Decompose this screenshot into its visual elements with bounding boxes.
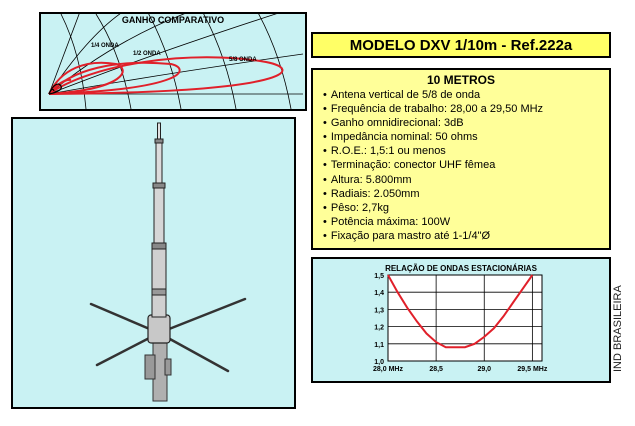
swr-x-tick-label: 28,5: [429, 366, 443, 373]
spec-item: • Antena vertical de 5/8 de onda: [323, 88, 599, 102]
gain-comparison-diagram: [41, 14, 305, 109]
swr-y-tick-label: 1,0: [374, 359, 384, 366]
swr-y-tick-label: 1,1: [374, 341, 384, 349]
gain-chart-title: GANHO COMPARATIVO: [121, 15, 225, 25]
swr-y-tick-label: 1,5: [374, 273, 384, 280]
spec-item: • Pêso: 2,7kg: [323, 201, 599, 215]
antenna-element: [152, 123, 166, 317]
spec-item: • Fixação para mastro até 1-1/4"Ø: [323, 229, 599, 243]
swr-x-tick-label: 29,0: [477, 366, 492, 373]
spec-item: • Impedância nominal: 50 ohms: [323, 130, 599, 144]
swr-x-tick-label: 29,5 MHz: [517, 366, 548, 373]
spec-item: • Terminação: conector UHF fêmea: [323, 158, 599, 172]
manufacturer-credit: IND BRASILEIRA: [612, 285, 624, 372]
curve-label-five-eighths-wave: 5/8 ONDA: [229, 57, 257, 63]
antenna-illustration-panel: [11, 117, 296, 409]
specifications-box: [311, 68, 611, 250]
swr-chart-title: RELAÇÃO DE ONDAS ESTACIONÁRIAS: [385, 264, 537, 273]
spec-item: • Altura: 5.800mm: [323, 173, 599, 187]
swr-chart-panel: [311, 257, 611, 383]
spec-item: • Frequência de trabalho: 28,00 a 29,50 MHz: [323, 102, 599, 116]
spec-item: • Potência máxima: 100W: [323, 215, 599, 229]
specs-heading: 10 METROS: [426, 73, 495, 87]
mast: [145, 339, 171, 401]
specs-list: [323, 88, 599, 243]
curve-label-quarter-wave: 1/4 ONDA: [91, 43, 119, 49]
swr-y-tick-label: 1,2: [374, 324, 384, 332]
model-title: MODELO DXV 1/10m - Ref.222a: [311, 32, 611, 58]
spec-item: • R.O.E.: 1,5:1 ou menos: [323, 144, 599, 158]
swr-chart: [313, 259, 609, 381]
curve-label-half-wave: 1/2 ONDA: [133, 51, 161, 57]
base-hub: [148, 315, 170, 343]
swr-y-tick-label: 1,3: [374, 307, 384, 315]
spec-item: • Ganho omnidirecional: 3dB: [323, 116, 599, 130]
swr-x-tick-label: 28,0 MHz: [373, 366, 403, 373]
spec-item: • Radiais: 2.050mm: [323, 187, 599, 201]
gain-comparison-panel: [39, 12, 307, 111]
antenna-illustration: [13, 119, 294, 407]
swr-y-tick-label: 1,4: [374, 290, 384, 298]
